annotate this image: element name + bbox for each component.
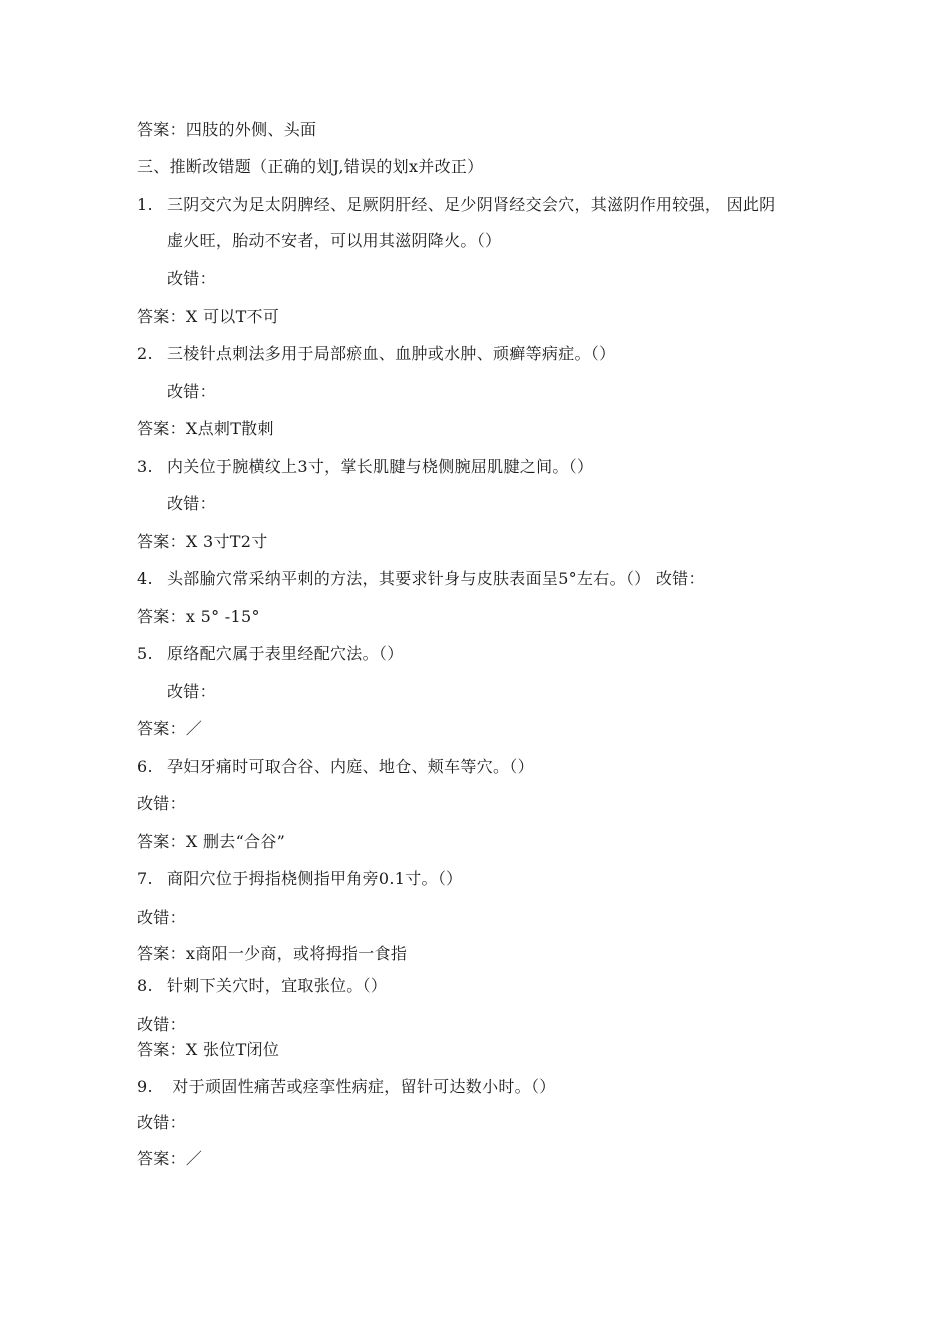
- question-number: 1.: [137, 195, 153, 214]
- question-1-fix: 改错：: [167, 269, 216, 288]
- question-5-answer: 答案：／: [137, 719, 203, 738]
- question-6-fix: 改错：: [137, 794, 186, 813]
- question-text: 针刺下关穴时，宜取张位。（）: [167, 976, 388, 995]
- question-5-fix: 改错：: [167, 682, 216, 701]
- question-number: 2.: [137, 344, 153, 363]
- question-text: 内关位于腕横纹上3寸，掌长肌腱与桡侧腕屈肌腱之间。（）: [167, 457, 594, 476]
- question-text: 商阳穴位于拇指桡侧指甲角旁0.1寸。（）: [167, 869, 463, 888]
- question-number: 7.: [137, 869, 153, 888]
- section-title: 三、推断改错题（正确的划J,错误的划x并改正）: [137, 157, 484, 176]
- question-text: 孕妇牙痛时可取合谷、内庭、地仓、颊车等穴。（）: [167, 757, 534, 776]
- question-1: [137, 194, 776, 216]
- question-text: 原络配穴属于表里经配穴法。（）: [167, 644, 404, 663]
- question-3-fix: 改错：: [167, 494, 216, 513]
- question-1-continuation: 虚火旺，胎动不安者，可以用其滋阴降火。（）: [167, 231, 502, 250]
- question-4: [137, 568, 705, 590]
- question-9-answer: 答案：／: [137, 1149, 203, 1168]
- question-7-fix: 改错：: [137, 908, 186, 927]
- question-6: [137, 756, 534, 778]
- question-4-answer: 答案：x 5° -15°: [137, 607, 260, 626]
- question-9-fix: 改错：: [137, 1113, 186, 1132]
- question-number: 3.: [137, 457, 153, 476]
- question-2-answer: 答案：X点刺T散刺: [137, 419, 274, 438]
- question-8-answer: 答案：X 张位T闭位: [137, 1040, 280, 1059]
- question-text: 对于顽固性痛苦或痉挛性病症，留针可达数小时。（）: [167, 1077, 556, 1096]
- question-2-fix: 改错：: [167, 382, 216, 401]
- question-number: 6.: [137, 757, 153, 776]
- question-9: [137, 1076, 556, 1098]
- question-8-fix: 改错：: [137, 1015, 186, 1034]
- question-3: [137, 456, 593, 478]
- question-text: 三棱针点刺法多用于局部瘀血、血肿或水肿、顽癣等病症。（）: [167, 344, 616, 363]
- top-answer: 答案：四肢的外侧、头面: [137, 120, 317, 139]
- question-6-answer: 答案：X 删去“合谷”: [137, 832, 286, 851]
- question-number: 9.: [137, 1077, 153, 1096]
- question-text: 头部腧穴常采纳平刺的方法，其要求针身与皮肤表面呈5°左右。（） 改错：: [167, 569, 705, 588]
- question-number: 5.: [137, 644, 153, 663]
- question-7-answer: 答案：x商阳一少商，或将拇指一食指: [137, 944, 408, 963]
- question-number: 4.: [137, 569, 153, 588]
- question-5: [137, 643, 404, 665]
- question-3-answer: 答案：X 3寸T2寸: [137, 532, 268, 551]
- question-2: [137, 343, 615, 365]
- question-text: 三阴交穴为足太阴脾经、足厥阴肝经、足少阴肾经交会穴，其滋阴作用较强， 因此阴: [167, 195, 776, 214]
- question-number: 8.: [137, 976, 153, 995]
- question-7: [137, 868, 462, 890]
- question-8: [137, 975, 387, 997]
- question-1-answer: 答案：X 可以T不可: [137, 307, 280, 326]
